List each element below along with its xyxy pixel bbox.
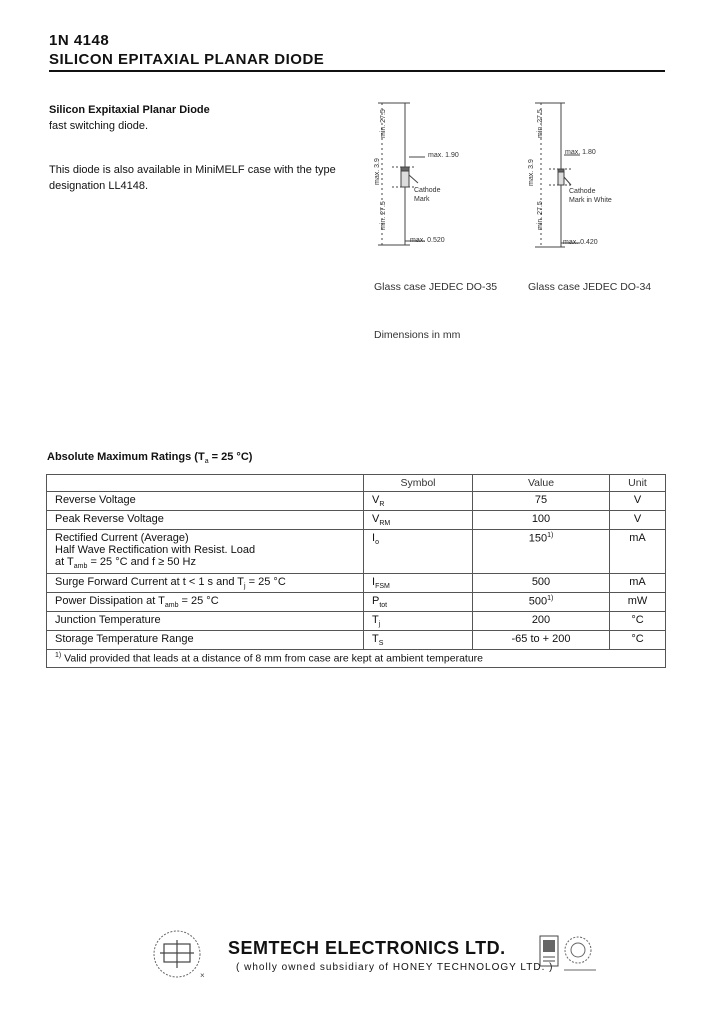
param-cell: Storage Temperature Range [47,631,364,650]
param-line-2: Half Wave Rectification with Resist. Load [55,544,256,557]
value-cell: 100 [473,511,610,530]
unit-cell: mA [610,530,666,573]
do35-dia-body: max. 1.90 [428,152,459,159]
unit-cell: mA [610,573,666,592]
param-cell: Peak Reverse Voltage [47,511,364,530]
header-unit: Unit [610,475,666,492]
availability-text [49,162,369,194]
do35-dim-bottom: min. 27.5 [380,201,387,230]
value-cell: 200 [473,611,610,630]
footnote-mark: 1) [55,652,62,660]
certification-marks-icon [538,932,598,976]
company-subsidiary: ( wholly owned subsidiary of HONEY TECHNOLOGY LTD. ) [236,962,554,973]
param-end: = 25 °C [245,575,286,588]
value-cell: 500 [473,573,610,592]
param-line-1: Rectified Current (Average) [55,532,189,545]
table-row [47,611,666,630]
param-line-3 [55,556,355,570]
param-end: = 25 °C [178,594,219,607]
header-value: Value [473,475,610,492]
table-row [47,573,666,592]
table-row [47,511,666,530]
symbol-text: V [372,513,380,526]
do35-outline-drawing [370,95,500,255]
symbol-cell [364,573,473,592]
dimensions-note: Dimensions in mm [374,329,461,341]
footnote-row [47,650,666,668]
param-cell [47,592,364,611]
symbol-text: I [372,575,376,588]
symbol-cell [364,492,473,511]
footnote-cell [47,650,666,668]
param-text: Power Dissipation at T [55,594,165,607]
unit-cell: V [610,511,666,530]
table-row [47,592,666,611]
symbol-cell [364,631,473,650]
value-cell [473,530,610,573]
semtech-logo-icon [150,928,208,980]
param-cell [47,530,364,573]
do35-caption: Glass case JEDEC DO-35 [374,281,498,293]
do34-dia-body: max. 1.80 [565,149,596,156]
do34-outline-drawing [525,95,655,255]
ratings-title-end: = 25 °C) [208,451,253,463]
unit-cell: °C [610,611,666,630]
symbol-text: P [372,594,380,607]
param-line-3-sub: amb [73,563,88,571]
title-rule [49,70,665,72]
symbol-cell [364,592,473,611]
symbol-cell [364,530,473,573]
symbol-sub: FSM [375,582,390,590]
table-header-row [47,475,666,492]
header-symbol: Symbol [364,475,473,492]
symbol-sub: R [379,501,385,509]
value-text: 500 [528,595,548,608]
svg-text:×: × [200,971,205,980]
part-number: 1N 4148 [49,32,110,49]
value-note: 1) [547,532,554,540]
do34-band-label-2: Mark in White [569,197,612,204]
do35-band-label-1: Cathode [414,187,441,194]
do35-dim-body: max. 3.9 [374,158,381,185]
unit-cell: °C [610,631,666,650]
do34-dia-lead: max. 0.420 [563,239,598,246]
ratings-title-sub: a [204,458,209,466]
footnote-text: Valid provided that leads at a distance of 8 mm from case are kept at ambient temperature [61,652,484,665]
param-cell [47,573,364,592]
do35-dim-top: min. 27.5 [380,109,387,138]
page-title: SILICON EPITAXIAL PLANAR DIODE [49,51,325,68]
param-cell: Junction Temperature [47,611,364,630]
unit-cell: V [610,492,666,511]
availability-line-1: This diode is also available in MiniMELF case with the type [49,164,336,176]
symbol-text: I [372,532,376,545]
symbol-sub: RM [379,520,391,528]
param-cell: Reverse Voltage [47,492,364,511]
company-name: SEMTECH ELECTRONICS LTD. [228,938,506,958]
param-sub: amb [164,601,179,609]
do34-dim-top: min. 27.5 [537,109,544,138]
symbol-cell [364,511,473,530]
symbol-text: T [372,633,379,646]
intro-text [49,102,369,134]
table-row [47,631,666,650]
ratings-title [47,451,252,465]
value-note: 1) [547,594,554,602]
symbol-sub: tot [379,601,388,609]
table-row [47,530,666,573]
intro-line: fast switching diode. [49,120,149,132]
param-line-3b: = 25 °C and f ≥ 50 Hz [87,556,196,569]
symbol-sub: j [378,621,381,629]
param-text: Surge Forward Current at t < 1 s and T [55,575,245,588]
do35-band-label-2: Mark [414,196,430,203]
intro-heading: Silicon Expitaxial Planar Diode [49,104,210,116]
symbol-sub: o [375,539,379,547]
do35-dia-lead: max. 0.520 [410,237,445,244]
symbol-text: T [372,613,379,626]
value-cell [473,592,610,611]
ratings-table [46,474,666,668]
param-sub: j [244,582,246,590]
table-row [47,492,666,511]
do34-caption: Glass case JEDEC DO-34 [528,281,652,293]
symbol-sub: S [378,640,384,648]
symbol-cell [364,611,473,630]
do34-band-label-1: Cathode [569,188,596,195]
do34-dim-bottom: min. 27.5 [537,201,544,230]
ratings-title-text: Absolute Maximum Ratings (T [47,451,205,463]
do34-dim-body: max. 3.9 [528,159,535,186]
availability-line-2: designation LL4148. [49,180,149,192]
value-text: 150 [528,533,548,546]
symbol-text: V [372,494,380,506]
unit-cell: mW [610,592,666,611]
value-cell: -65 to + 200 [473,631,610,650]
value-cell: 75 [473,492,610,511]
param-line-3a: at T [55,556,74,569]
